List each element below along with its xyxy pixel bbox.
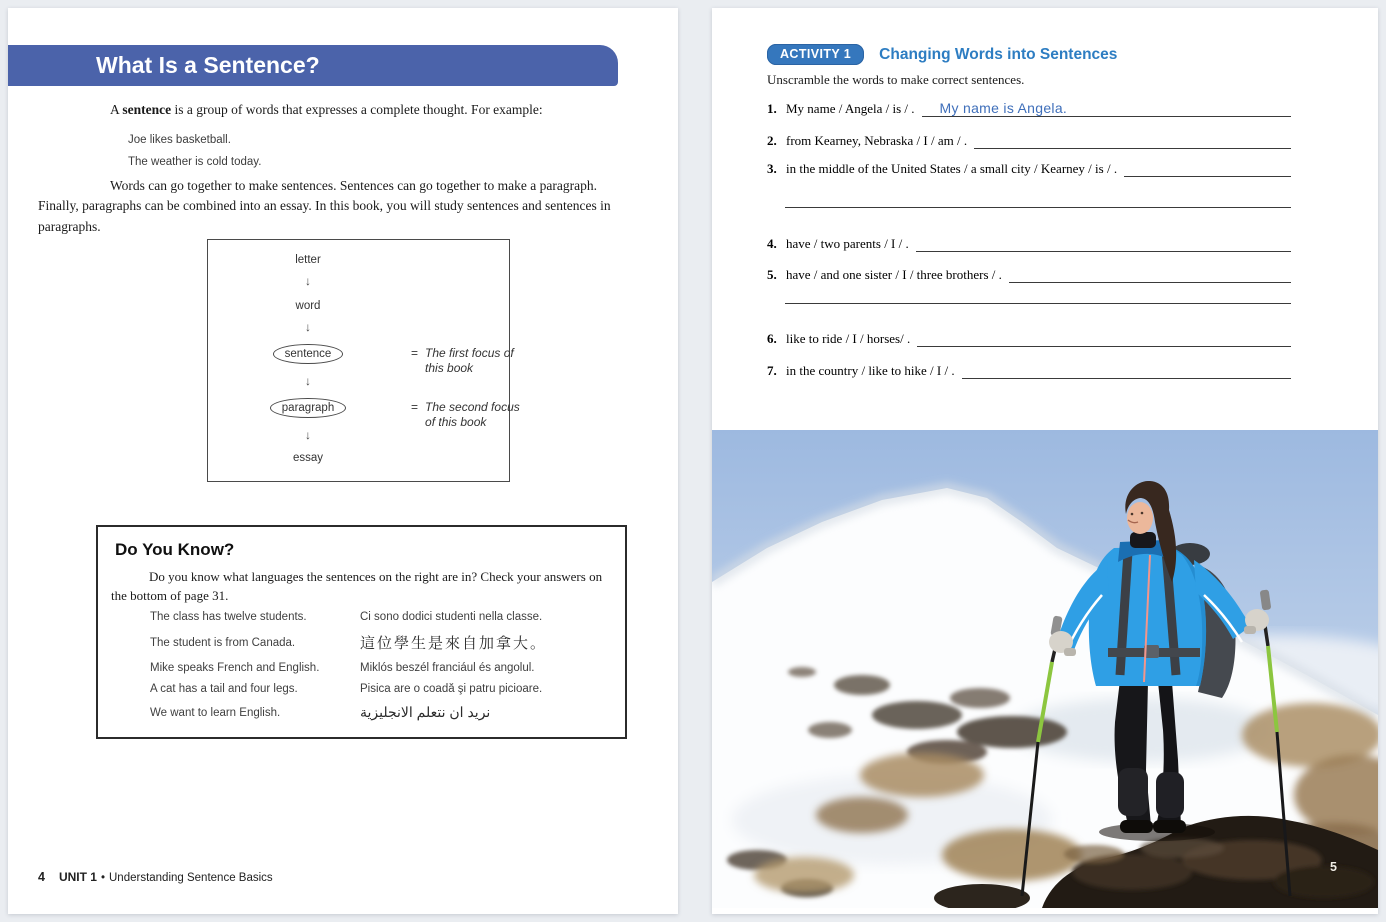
do-you-know-intro: Do you know what languages the sentences on the right are in? Check your answers on the bottom of page 31. [111,569,603,603]
language-sentence-table [150,611,620,721]
english-sentence: The student is from Canada. [150,636,296,649]
item-prompt: from Kearney, Nebraska / I / am / . [786,133,968,148]
hiker-photo [712,430,1378,908]
item-number: 2. [767,133,777,148]
photo-page-number: 5 [1330,860,1337,874]
item-number: 3. [767,161,777,176]
page-number: 4 [38,870,45,884]
item-number: 5. [767,267,777,282]
hiker-photo-illustration [712,430,1378,908]
item-prompt: My name / Angela / is / . [786,101,915,116]
exercise-item [767,266,1291,283]
paragraph-oval: paragraph [270,398,346,418]
italian-sentence: Ci sono dodici studenti nella classe. [360,611,543,623]
answer-line [974,132,1291,149]
item-prompt: like to ride / I / horses/ . [786,331,911,346]
answer-line-continuation [785,303,1291,304]
do-you-know-box [96,525,627,739]
unit-label: UNIT 1 [58,870,97,884]
exercise-item [767,132,1291,149]
example-sentence: Joe likes basketball. [128,134,231,146]
romanian-sentence: Pisica are o coadă şi patru picioare. [360,683,543,695]
answer-line-continuation [785,207,1291,208]
diagram-word-essay: essay [292,452,324,464]
activity-instructions: Unscramble the words to make correct sentences. [767,72,1025,87]
answer-line [916,235,1291,252]
english-sentence: A cat has a tail and four legs. [150,683,298,695]
diagram-word-word: word [295,300,321,312]
face [1127,502,1153,534]
english-sentence: We want to learn English. [150,706,281,719]
activity-badge: ACTIVITY 1 [767,44,864,65]
right-book-page [712,8,1378,914]
intro-paragraph [42,100,618,120]
down-arrow-icon: ↓ [305,374,311,388]
section-banner [8,45,618,86]
item-prompt: have / two parents / I / . [786,236,909,251]
down-arrow-icon: ↓ [305,428,311,442]
example-sentence: The weather is cold today. [128,156,262,168]
diagram-oval-paragraph [208,398,408,418]
footer-bullet: • [100,872,105,884]
exercise-item [767,362,1291,379]
hierarchy-diagram [207,239,520,482]
page-footer [38,870,273,884]
answer-line [1009,266,1291,283]
item-prompt: in the country / like to hike / I / . [786,363,955,378]
diagram-note-first [411,346,525,376]
note-text: The first focus of this book [425,346,514,375]
boot [1153,820,1186,833]
activity-title: Changing Words into Sentences [879,45,1118,63]
activity-header [767,44,1117,65]
equals-sign: = [411,400,419,414]
diagram-word-letter: letter [295,254,321,266]
english-sentence: The class has twelve students. [150,611,307,623]
body-paragraph: Words can go together to make sentences. Sentences can go together to make a paragraph. Finally, paragraphs can be combined into an essay. In this book, you will study sentences and sentences in paragraphs. [38,178,611,234]
note-text: The second focus of this book [425,400,520,429]
diagram-oval-sentence [208,344,408,364]
handwritten-answer: My name is Angela. [939,100,1068,116]
do-you-know-title: Do You Know? [115,540,235,559]
down-arrow-icon: ↓ [305,320,311,334]
item-prompt: in the middle of the United States / a small city / Kearney / is / . [786,161,1118,176]
footer-section: Understanding Sentence Basics [109,872,273,884]
item-prompt: have / and one sister / I / three brothers / . [786,267,1002,282]
answer-line [922,100,1291,117]
page-title: What Is a Sentence? [96,52,320,78]
exercise-item [767,330,1291,347]
answer-line [962,362,1291,379]
intro-keyword: sentence [122,102,172,117]
equals-sign: = [411,346,419,360]
exercise-item [767,160,1291,177]
item-number: 6. [767,331,777,346]
item-number: 7. [767,363,777,378]
item-number: 4. [767,236,777,251]
answer-line [1124,160,1291,177]
intro-rest: is a group of words that expresses a complete thought. For example: [171,102,543,117]
exercise-item [767,235,1291,252]
item-number: 1. [767,101,777,116]
hungarian-sentence: Miklós beszél franciául és angolul. [360,662,535,674]
sentence-oval: sentence [273,344,344,364]
exercise-item [767,100,1291,117]
arabic-sentence: نريد ان نتعلم الانجليزية [360,704,491,720]
left-book-page [8,8,678,914]
down-arrow-icon: ↓ [305,274,311,288]
diagram-note-second [411,400,525,430]
chinese-sentence: 這位學生是來自加拿大。 [360,635,548,652]
intro-lead: A [110,102,123,117]
answer-line [917,330,1291,347]
boot [1120,820,1153,833]
english-sentence: Mike speaks French and English. [150,662,320,674]
